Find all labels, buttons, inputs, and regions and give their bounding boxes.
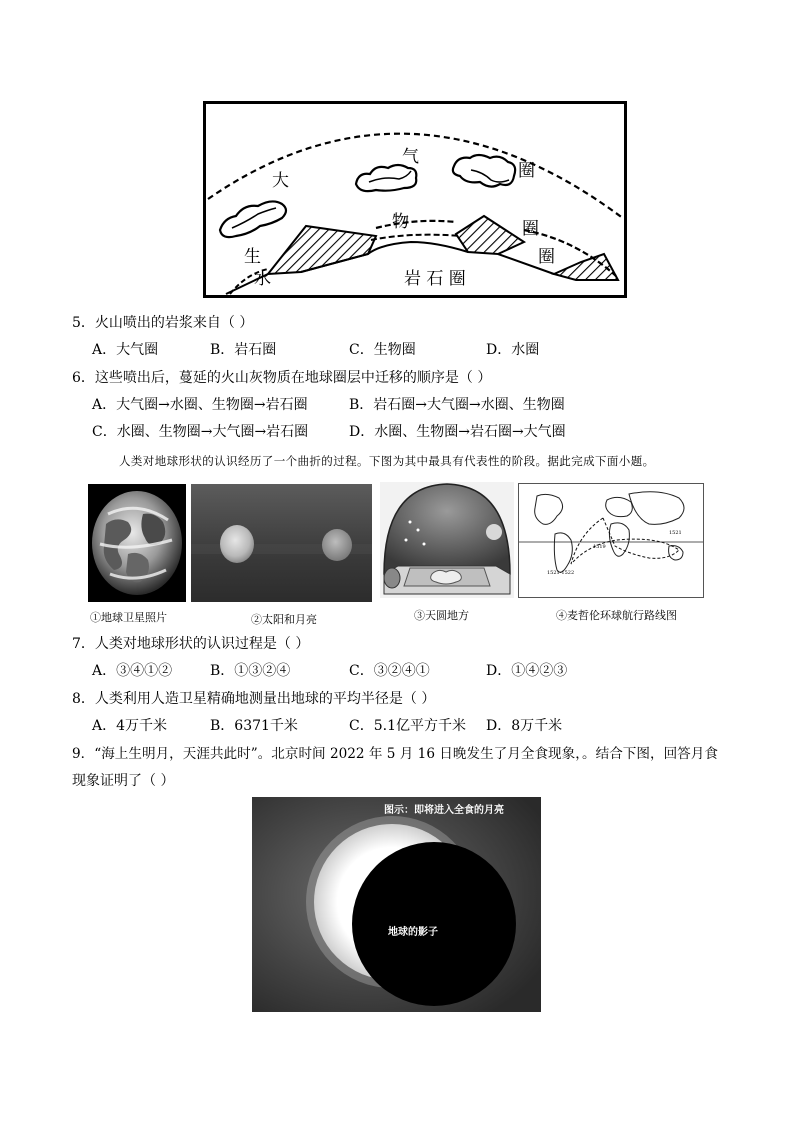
label-yanshiquan: 岩 石 圈 bbox=[404, 269, 466, 289]
q7-option-a[interactable]: A．③④①② bbox=[92, 663, 173, 679]
lunar-eclipse-photo bbox=[252, 797, 541, 1012]
question-7-stem: 7．人类对地球形状的认识过程是（ ） bbox=[72, 636, 310, 652]
q5-option-c[interactable]: C．生物圈 bbox=[349, 342, 416, 358]
caption-figure-4: ④麦哲伦环球航行路线图 bbox=[556, 609, 677, 622]
question-9-stem-line-2: 现象证明了（ ） bbox=[72, 773, 175, 789]
q7-option-c[interactable]: C．③②④① bbox=[349, 663, 430, 679]
q8-option-c[interactable]: C．5.1亿平方千米 bbox=[349, 718, 466, 734]
earth-spheres-diagram bbox=[203, 101, 627, 298]
question-5-stem: 5．火山喷出的岩浆来自（ ） bbox=[72, 315, 254, 331]
magellan-route-map bbox=[518, 483, 704, 598]
caption-figure-1: ①地球卫星照片 bbox=[90, 611, 167, 624]
label-shui: 水 bbox=[254, 269, 271, 289]
map-year-1521: 1521 bbox=[669, 530, 682, 536]
heaven-round-earth-square-illustration bbox=[380, 482, 514, 598]
label-da: 大 bbox=[272, 171, 289, 191]
sun-and-moon-photo bbox=[191, 484, 372, 602]
label-sheng: 生 bbox=[244, 247, 261, 267]
q8-option-a[interactable]: A．4万千米 bbox=[92, 718, 168, 734]
biosphere-dashed bbox=[376, 221, 456, 228]
q7-option-d[interactable]: D．①④②③ bbox=[486, 663, 568, 679]
caption-figure-2: ②太阳和月亮 bbox=[251, 613, 317, 626]
label-wu: 物 bbox=[392, 212, 409, 232]
q6-option-b[interactable]: B．岩石圈→大气圈→水圈、生物圈 bbox=[349, 397, 565, 413]
eclipse-caption: 图示：即将进入全食的月亮 bbox=[384, 805, 504, 816]
q5-option-b[interactable]: B．岩石圈 bbox=[210, 342, 277, 358]
section-intro: 人类对地球形状的认识经历了一个曲折的过程。下图为其中最具有代表性的阶段。据此完成下面小题。 bbox=[119, 454, 655, 468]
q5-option-a[interactable]: A．大气圈 bbox=[92, 342, 159, 358]
label-qi: 气 bbox=[402, 147, 419, 167]
q6-option-a[interactable]: A．大气圈→水圈、生物圈→岩石圈 bbox=[92, 397, 308, 413]
caption-figure-3: ③天圆地方 bbox=[414, 609, 469, 622]
earth-shadow-label: 地球的影子 bbox=[388, 927, 438, 938]
mountain-middle bbox=[456, 216, 524, 254]
map-year-1521-1522: 1521-1522 bbox=[547, 570, 575, 576]
q7-option-b[interactable]: B．①③②④ bbox=[210, 663, 291, 679]
question-9-stem-line-1: 9．“海上生明月，天涯共此时”。北京时间 2022 年 5 月 16 日晚发生了月全食现象，。结合下图，回答月食 bbox=[72, 746, 718, 762]
label-quan-3: 圈 bbox=[538, 247, 555, 267]
label-quan-2: 圈 bbox=[522, 219, 539, 239]
question-6-stem: 6．这些喷出后，蔓延的火山灰物质在地球圈层中迁移的顺序是（ ） bbox=[72, 370, 492, 386]
q8-option-d[interactable]: D．8万千米 bbox=[486, 718, 563, 734]
question-8-stem: 8．人类利用人造卫星精确地测量出地球的平均半径是（ ） bbox=[72, 691, 436, 707]
map-year-1519: 1519 bbox=[593, 544, 606, 550]
biosphere-dashed bbox=[371, 235, 461, 240]
earth-satellite-photo bbox=[88, 484, 186, 602]
q6-option-d[interactable]: D．水圈、生物圈→岩石圈→大气圈 bbox=[349, 424, 566, 440]
q6-option-c[interactable]: C．水圈、生物圈→大气圈→岩石圈 bbox=[92, 424, 309, 440]
cloud bbox=[220, 201, 286, 237]
q8-option-b[interactable]: B．6371千米 bbox=[210, 718, 298, 734]
label-quan-1: 圈 bbox=[518, 161, 535, 181]
mountain-right bbox=[554, 254, 618, 280]
q5-option-d[interactable]: D．水圈 bbox=[486, 342, 540, 358]
